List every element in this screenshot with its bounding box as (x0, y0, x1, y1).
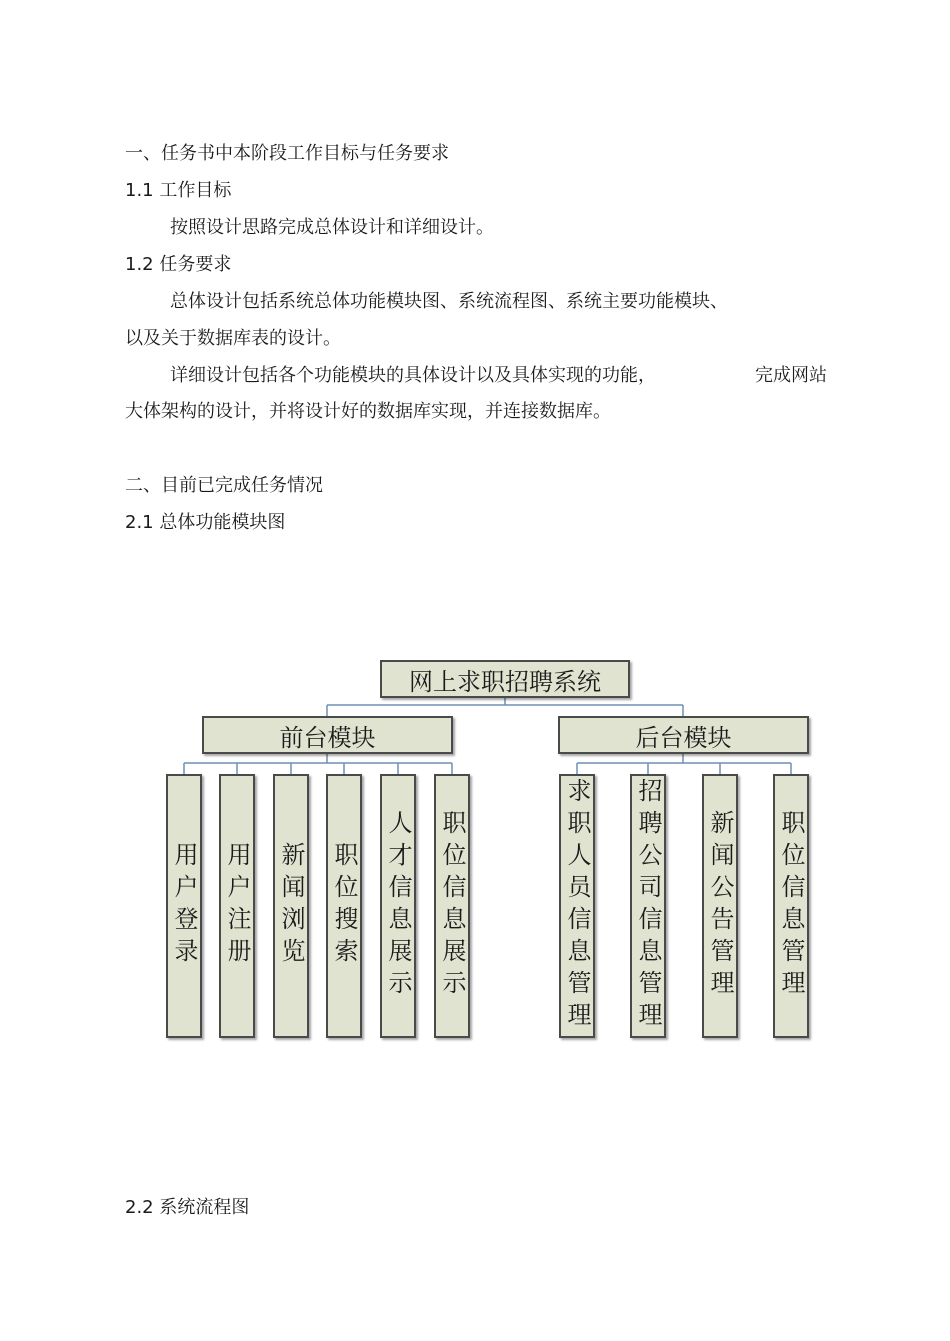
front-child-node (166, 774, 202, 1038)
subsection-1-2-title: 1.2 任务要求 (125, 254, 232, 275)
back-child-node (559, 774, 595, 1038)
paragraph-1-line-2: 以及关于数据库表的设计。 (125, 328, 341, 349)
back-module-node: 后台模块 (558, 716, 809, 754)
front-child-label: 职位信息展示 (438, 810, 466, 1002)
back-child-node (630, 774, 666, 1038)
front-child-node (326, 774, 362, 1038)
front-child-label: 用户注册 (223, 842, 251, 970)
back-child-label: 职位信息管理 (777, 810, 805, 1002)
subsection-1-1-title: 1.1 工作目标 (125, 180, 232, 201)
back-child-label: 新闻公告管理 (706, 810, 734, 1002)
front-child-label: 职位搜索 (330, 842, 358, 970)
subsection-1-1-body: 按照设计思路完成总体设计和详细设计。 (170, 217, 494, 238)
root-node: 网上求职招聘系统 (380, 660, 630, 698)
front-child-label: 人才信息展示 (384, 810, 412, 1002)
section2-heading: 二、目前已完成任务情况 (125, 475, 323, 496)
paragraph-2-line-2: 大体架构的设计，并将设计好的数据库实现，并连接数据库。 (125, 401, 611, 422)
front-child-node (434, 774, 470, 1038)
paragraph-1-line-1: 总体设计包括系统总体功能模块图、系统流程图、系统主要功能模块、 (170, 291, 728, 312)
back-child-node (702, 774, 738, 1038)
back-child-label: 招聘公司信息管理 (634, 778, 662, 1034)
back-child-node (773, 774, 809, 1038)
front-child-node (380, 774, 416, 1038)
front-child-node (273, 774, 309, 1038)
subsection-2-2-title: 2.2 系统流程图 (125, 1197, 250, 1218)
front-module-node: 前台模块 (202, 716, 453, 754)
front-child-node (219, 774, 255, 1038)
paragraph-2-line-1b: 完成网站 (755, 365, 827, 386)
paragraph-2-line-1a: 详细设计包括各个功能模块的具体设计以及具体实现的功能， (170, 365, 656, 386)
subsection-2-1-title: 2.1 总体功能模块图 (125, 512, 286, 533)
section1-heading: 一、任务书中本阶段工作目标与任务要求 (125, 143, 449, 164)
back-child-label: 求职人员信息管理 (563, 778, 591, 1034)
front-child-label: 新闻浏览 (277, 842, 305, 970)
front-child-label: 用户登录 (170, 842, 198, 970)
